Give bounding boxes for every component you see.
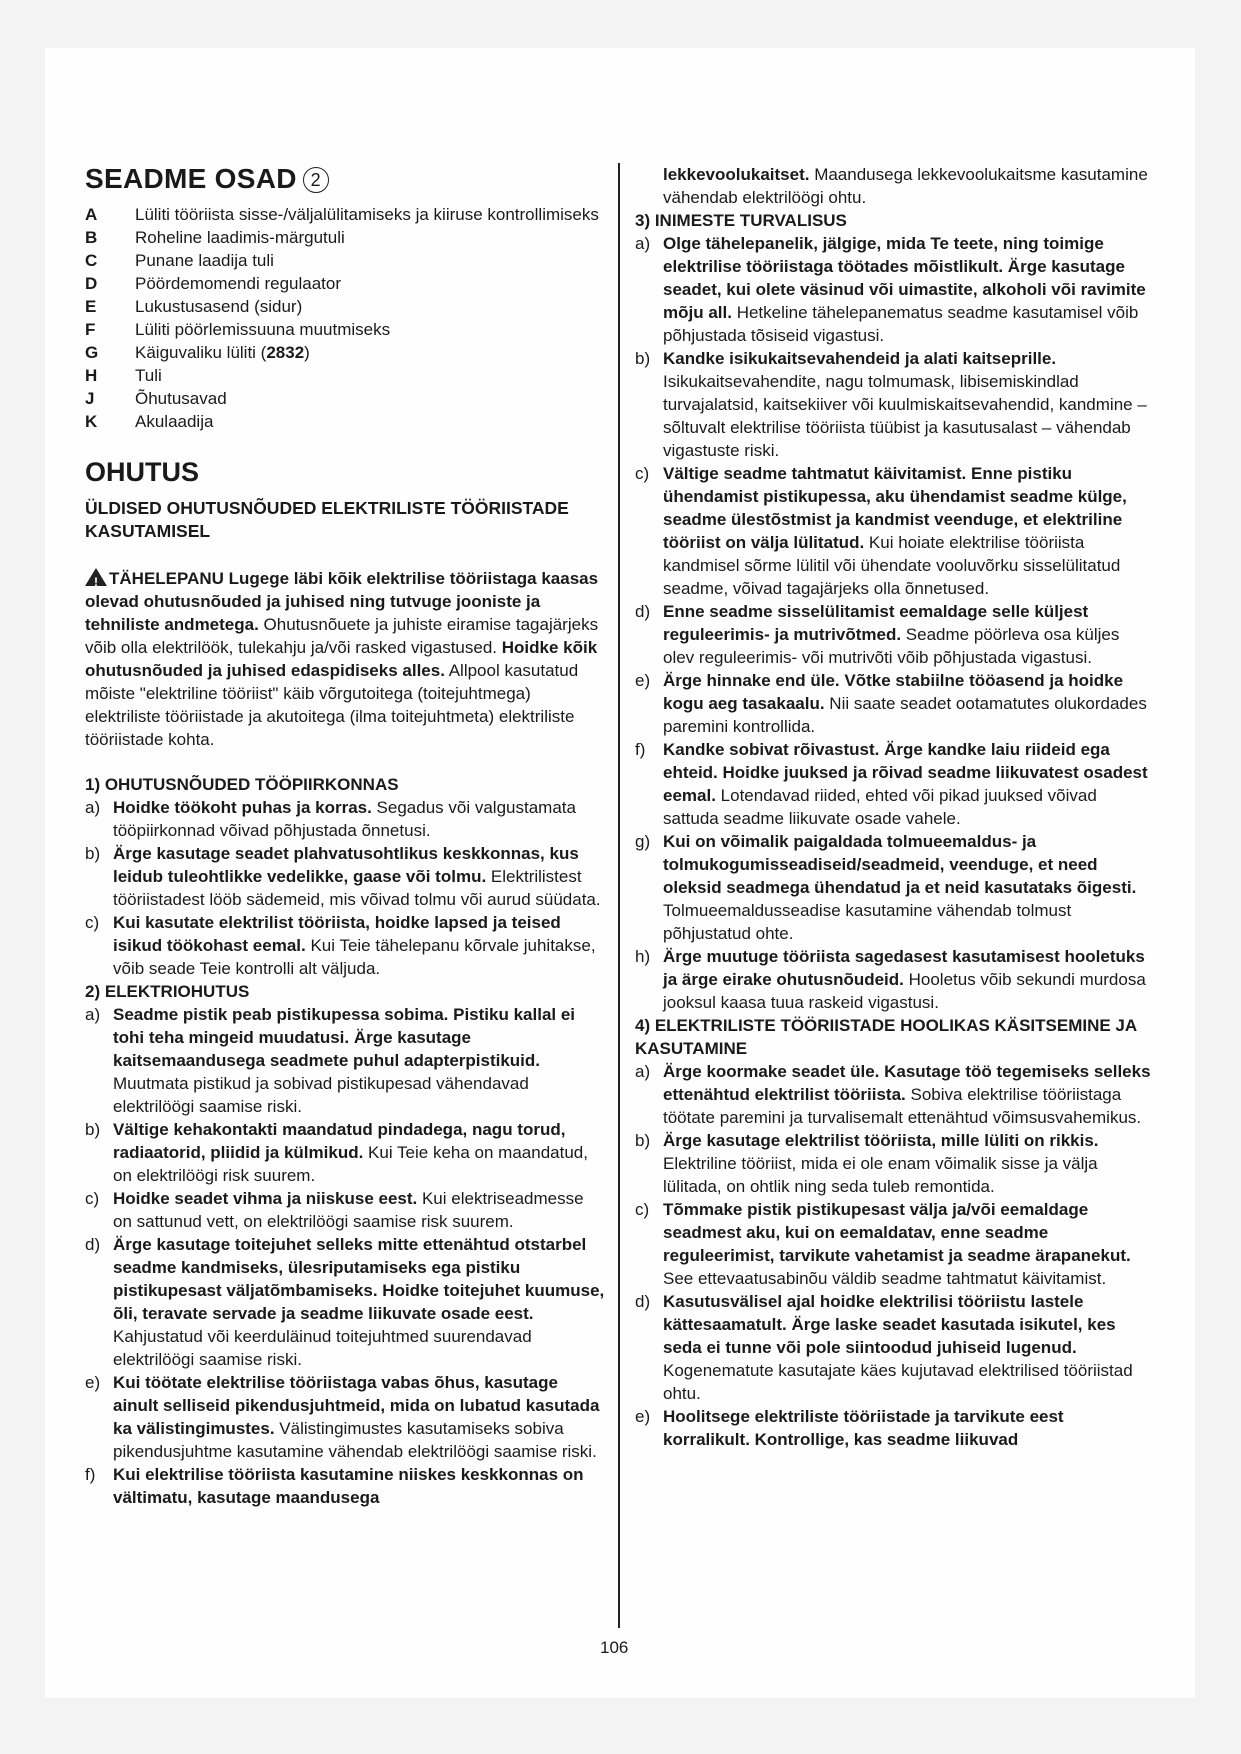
rule-bold-text: Vältige seadme tahtmatut käivitamist. Enne pistiku ühendamist pistikupessa, aku ühendamist seadme külge, seadme ülestõstmist ja kandmist veenduge, et elektriline tööriist on välja lülitatud. [663, 464, 1127, 552]
part-text: Õhutusavad [135, 389, 227, 408]
rule-text: Hooletus võib sekundi murdosa jooksul kaasa tuua raskeid vigastusi. [663, 970, 1146, 1012]
part-letter: B [85, 228, 98, 247]
part-letter: E [85, 297, 97, 316]
rule-item [85, 1463, 605, 1509]
right-column [635, 163, 1155, 1451]
part-text: Akulaadija [135, 412, 214, 431]
part-letter: A [85, 205, 98, 224]
rule-bold-text: Tõmmake pistik pistikupesast välja ja/või eemaldage seadmest aku, kui on eemaldatav, enne seadme reguleerimist, tarvikute vahetamist ja seadme ärapanekut. [663, 1200, 1131, 1265]
part-letter: H [85, 366, 98, 385]
warning-paragraph: !TÄHELEPANU Lugege läbi kõik elektrilise tööriistaga kaasas olevad ohutusnõuded ja juhised ning tutvuge jooniste ja tehniliste andmetega. Ohutusnõuete ja juhiste eiramise tagajärjeks võib olla elektrilöök, tulekahju ja/või rasked vigastused. Hoidke kõik ohutusnõuded ja juhised edaspidiseks alles. Allpool kasutatud mõiste "elektriline tööriist" käib võrgutoitega (toitejuhtmega) elektriliste tööriistade ja akutoitega (ilma toitejuhtmeta) elektriliste tööriistade kohta. [85, 567, 605, 751]
rule-letter: d) [635, 602, 651, 621]
rule-item [635, 1060, 1155, 1129]
rule-letter: c) [85, 913, 100, 932]
rule-bold-text: Enne seadme sisselülitamist eemaldage selle küljest reguleerimis- ja mutrivõtmed. [663, 602, 1089, 644]
column-divider [618, 163, 620, 1628]
rule-item [635, 1405, 1155, 1451]
part-letter: J [85, 389, 95, 408]
rule-letter: a) [635, 1062, 651, 1081]
rule-text: Kui hoiate elektrilise tööriista kandmisel sõrme lülitil või ühendate vooluvõrku sisselülitatud seadme, võivad tagajärjeks olla õnnetused. [663, 533, 1121, 598]
part-item [85, 226, 605, 249]
rule-text: Kui elektriseadmesse on sattunud vett, on elektrilöögi saamise risk suurem. [113, 1189, 584, 1231]
rule-bold-text: Ärge kasutage toitejuhet selleks mitte ettenähtud otstarbel seadme kandmiseks, ülesriputamiseks ega pistiku pistikupesast väljatõmbamiseks. Hoidke toitejuhet kuumuse, õli, teravate servade ja seadme liikuvate osade eest. [113, 1235, 605, 1323]
part-text: Pöördemomendi regulaator [135, 274, 342, 293]
rule-bold-text: Kui elektrilise tööriista kasutamine niiskes keskkonnas on vältimatu, kasutage maandusega [113, 1465, 584, 1507]
part-text: Roheline laadimis-märgutuli [135, 228, 345, 247]
rule-bold-text: Olge tähelepanelik, jälgige, mida Te teete, ning toimige elektrilise tööriistaga töötades mõistlikult. Ärge kasutage seadet, kui olete väsinud või uimastite, alkoholi või ravimite mõju all. [663, 234, 1146, 322]
part-item [85, 249, 605, 272]
rule-item [635, 830, 1155, 945]
rule-item [635, 232, 1155, 347]
rule-letter: f) [85, 1465, 96, 1484]
rule-letter: d) [635, 1292, 651, 1311]
section-heading: 1) OHUTUSNÕUDED TÖÖPIIRKONNAS [85, 775, 399, 794]
rule-text: Elektriline tööriist, mida ei ole enam võimalik sisse ja välja lülitada, on ohtlik ning seda tuleb remontida. [663, 1154, 1098, 1196]
rule-text: Elektrilistest tööriistadest lööb sädemeid, mis võivad tolmu või aurud süüdata. [113, 867, 601, 909]
part-letter: G [85, 343, 99, 362]
rule-letter: a) [85, 1005, 101, 1024]
rule-letter: c) [635, 464, 650, 483]
section-heading: 3) INIMESTE TURVALISUS [635, 211, 847, 230]
rule-bold-text: Seadme pistik peab pistikupessa sobima. Pistiku kallal ei tohi teha mingeid muudatusi. Ärge kasutage kaitsemaandusega seadmete puhul adapterpistikuid. [113, 1005, 576, 1070]
rule-item [635, 1198, 1155, 1290]
rule-bold-text: Ärge koormake seadet üle. Kasutage töö tegemiseks selleks ettenähtud elektrilist tööriista. [663, 1062, 1151, 1104]
rule-item [635, 462, 1155, 600]
part-text: Lukustusasend (sidur) [135, 297, 303, 316]
rule-letter: c) [85, 1189, 100, 1208]
rule-letter: g) [635, 832, 651, 851]
rule-item [635, 1290, 1155, 1405]
safety-subheading: ÜLDISED OHUTUSNÕUDED ELEKTRILISTE TÖÖRIISTADE KASUTAMISEL [85, 498, 569, 541]
rule-item [85, 1371, 605, 1463]
part-item [85, 203, 605, 226]
rule-item [635, 669, 1155, 738]
parts-list [85, 203, 605, 433]
rule-item [635, 1129, 1155, 1198]
part-text: Lüliti pöörlemissuuna muutmiseks [135, 320, 391, 339]
rule-text: Kogenematute kasutajate käes kujutavad elektrilised tööriistad ohtu. [663, 1361, 1133, 1403]
continued-item: lekkevoolukaitset. Maandusega lekkevoolukaitsme kasutamine vähendab elektrilöögi ohtu. [663, 165, 1148, 207]
rule-letter: e) [85, 1373, 101, 1392]
right-sections [635, 209, 1155, 1451]
rule-bold-text: Kasutusvälisel ajal hoidke elektrilisi tööriistu lastele kättesaamatult. Ärge laske seadet kasutada isikutel, kes seda ei tunne või pole siintoodud juhiseid lugenud. [663, 1292, 1116, 1357]
part-item [85, 318, 605, 341]
rule-letter: b) [635, 1131, 651, 1150]
rule-bold-text: Kui töötate elektrilise tööriistaga vabas õhus, kasutage ainult selliseid pikendusjuhtmeid, mida on lubatud kasutada ka välistingimustes. [113, 1373, 600, 1438]
rule-letter: b) [635, 349, 651, 368]
part-letter: C [85, 251, 98, 270]
rule-text: Kui Teie keha on maandatud, on elektrilöögi risk suurem. [113, 1143, 588, 1185]
rule-letter: d) [85, 1235, 101, 1254]
rule-bold-text: Kandke isikukaitsevahendeid ja alati kaitseprille. [663, 349, 1057, 368]
rule-text: Kahjustatud või keerduläinud toitejuhtmed suurendavad elektrilöögi saamise riski. [113, 1327, 532, 1369]
rule-letter: a) [635, 234, 651, 253]
rule-text: Segadus või valgustamata tööpiirkonnad võivad põhjustada õnnetusi. [113, 798, 576, 840]
rule-text: See ettevaatusabinõu väldib seadme tahtmatut käivitamist. [663, 1269, 1107, 1288]
figure-ref-circle: 2 [303, 167, 329, 193]
rule-bold-text: Ärge hinnake end üle. Võtke stabiilne tööasend ja hoidke kogu aeg tasakaalu. [663, 671, 1124, 713]
parts-heading: SEADME OSAD 2 [85, 163, 605, 195]
section-heading: 2) ELEKTRIOHUTUS [85, 982, 250, 1001]
rule-item [85, 1003, 605, 1118]
part-item [85, 387, 605, 410]
rule-item [635, 738, 1155, 830]
rule-text: Lotendavad riided, ehted või pikad juuksed võivad sattuda seadme liikuvate osade vahele. [663, 786, 1097, 828]
rule-item [85, 842, 605, 911]
part-item [85, 364, 605, 387]
rule-text: Seadme pöörleva osa küljes olev reguleerimis- või mutrivõti võib põhjustada vigastusi. [663, 625, 1120, 667]
rule-item [85, 1187, 605, 1233]
rule-letter: b) [85, 844, 101, 863]
rule-item [635, 945, 1155, 1014]
rule-letter: e) [635, 671, 651, 690]
rule-letter: b) [85, 1120, 101, 1139]
rule-bold-text: Kui on võimalik paigaldada tolmueemaldus- ja tolmukogumisseadiseid/seadmeid, veenduge, et need oleksid seadmega ühendatud ja et neid kasutataks õigesti. [663, 832, 1137, 897]
rule-bold-text: Hoolitsege elektriliste tööriistade ja tarvikute eest korralikult. Kontrollige, kas seadme liikuvad [663, 1407, 1064, 1449]
part-item: G Käiguvaliku lüliti (2832) [85, 343, 310, 362]
rule-bold-text: Ärge kasutage seadet plahvatusohtlikus keskkonnas, kus leidub tuleohtlikke vedelikke, gaase või tolmu. [113, 844, 579, 886]
part-item [85, 410, 605, 433]
warning-triangle-icon [85, 568, 107, 586]
rule-item [85, 796, 605, 842]
rule-letter: h) [635, 947, 651, 966]
rule-letter: f) [635, 740, 646, 759]
rule-item [635, 600, 1155, 669]
rule-bold-text: Kui kasutate elektrilist tööriista, hoidke lapsed ja teised isikud töökohast eemal. [113, 913, 561, 955]
rule-text: Tolmueemaldusseadise kasutamine vähendab tolmust põhjustatud ohte. [663, 901, 1072, 943]
rule-text: Isikukaitsevahendite, nagu tolmumask, libisemiskindlad turvajalatsid, kaitsekiiver või kuulmiskaitsevahendid, kandmine – sõltuvalt elektrilise tööriista tüübist ja kasutusalast – vähendab vigastuste riski. [663, 372, 1147, 460]
part-text: Tuli [135, 366, 162, 385]
part-letter: K [85, 412, 98, 431]
rule-letter: a) [85, 798, 101, 817]
rule-bold-text: Vältige kehakontakti maandatud pindadega, nagu torud, radiaatorid, pliidid ja külmikud. [113, 1120, 566, 1162]
rule-bold-text: Hoidke seadet vihma ja niiskuse eest. [113, 1189, 418, 1208]
rule-text: Välistingimustes kasutamiseks sobiva pikendusjuhtme kasutamine vähendab elektrilöögi saamise riski. [113, 1419, 597, 1461]
part-letter: D [85, 274, 98, 293]
rule-letter: e) [635, 1407, 651, 1426]
rule-text: Nii saate seadet ootamatutes olukordades paremini kontrollida. [663, 694, 1147, 736]
part-text: Punane laadija tuli [135, 251, 274, 270]
rule-text: Hetkeline tähelepanematus seadme kasutamisel võib põhjustada tõsiseid vigastusi. [663, 303, 1139, 345]
rule-text: Muutmata pistikud ja sobivad pistikupesad vähendavad elektrilöögi saamise riski. [113, 1074, 529, 1116]
part-text: Käiguvaliku lüliti ( [135, 343, 267, 362]
rule-item [85, 1118, 605, 1187]
part-item [85, 272, 605, 295]
part-letter: F [85, 320, 96, 339]
rule-item [635, 347, 1155, 462]
rule-letter: c) [635, 1200, 650, 1219]
part-text: Lüliti tööriista sisse-/väljalülitamiseks ja kiiruse kontrollimiseks [135, 205, 599, 224]
rule-text: Kui Teie tähelepanu kõrvale juhitakse, võib seade Teie kontrolli alt väljuda. [113, 936, 596, 978]
safety-heading: OHUTUS [85, 457, 199, 487]
rule-bold-text: Ärge muutuge tööriista sagedasest kasutamisest hooletuks ja ärge eirake ohutusnõudeid. [663, 947, 1145, 989]
rule-item [85, 1233, 605, 1371]
rule-bold-text: Hoidke töökoht puhas ja korras. [113, 798, 372, 817]
part-item [85, 295, 605, 318]
rule-item [85, 911, 605, 980]
rule-bold-text: Ärge kasutage elektrilist tööriista, mille lüliti on rikkis. [663, 1131, 1099, 1150]
left-column [85, 163, 605, 1509]
rule-text: Sobiva elektrilise tööriistaga töötate paremini ja turvalisemalt ettenähtud võimsusvahemikus. [663, 1085, 1142, 1127]
page-number: 106 [600, 1638, 629, 1657]
section-heading: 4) ELEKTRILISTE TÖÖRIISTADE HOOLIKAS KÄSITSEMINE JA KASUTAMINE [635, 1016, 1137, 1058]
left-sections [85, 773, 605, 1509]
rule-bold-text: Kandke sobivat rõivastust. Ärge kandke laiu riideid ega ehteid. Hoidke juuksed ja rõivad seadme liikuvatest osadest eemal. [663, 740, 1148, 805]
